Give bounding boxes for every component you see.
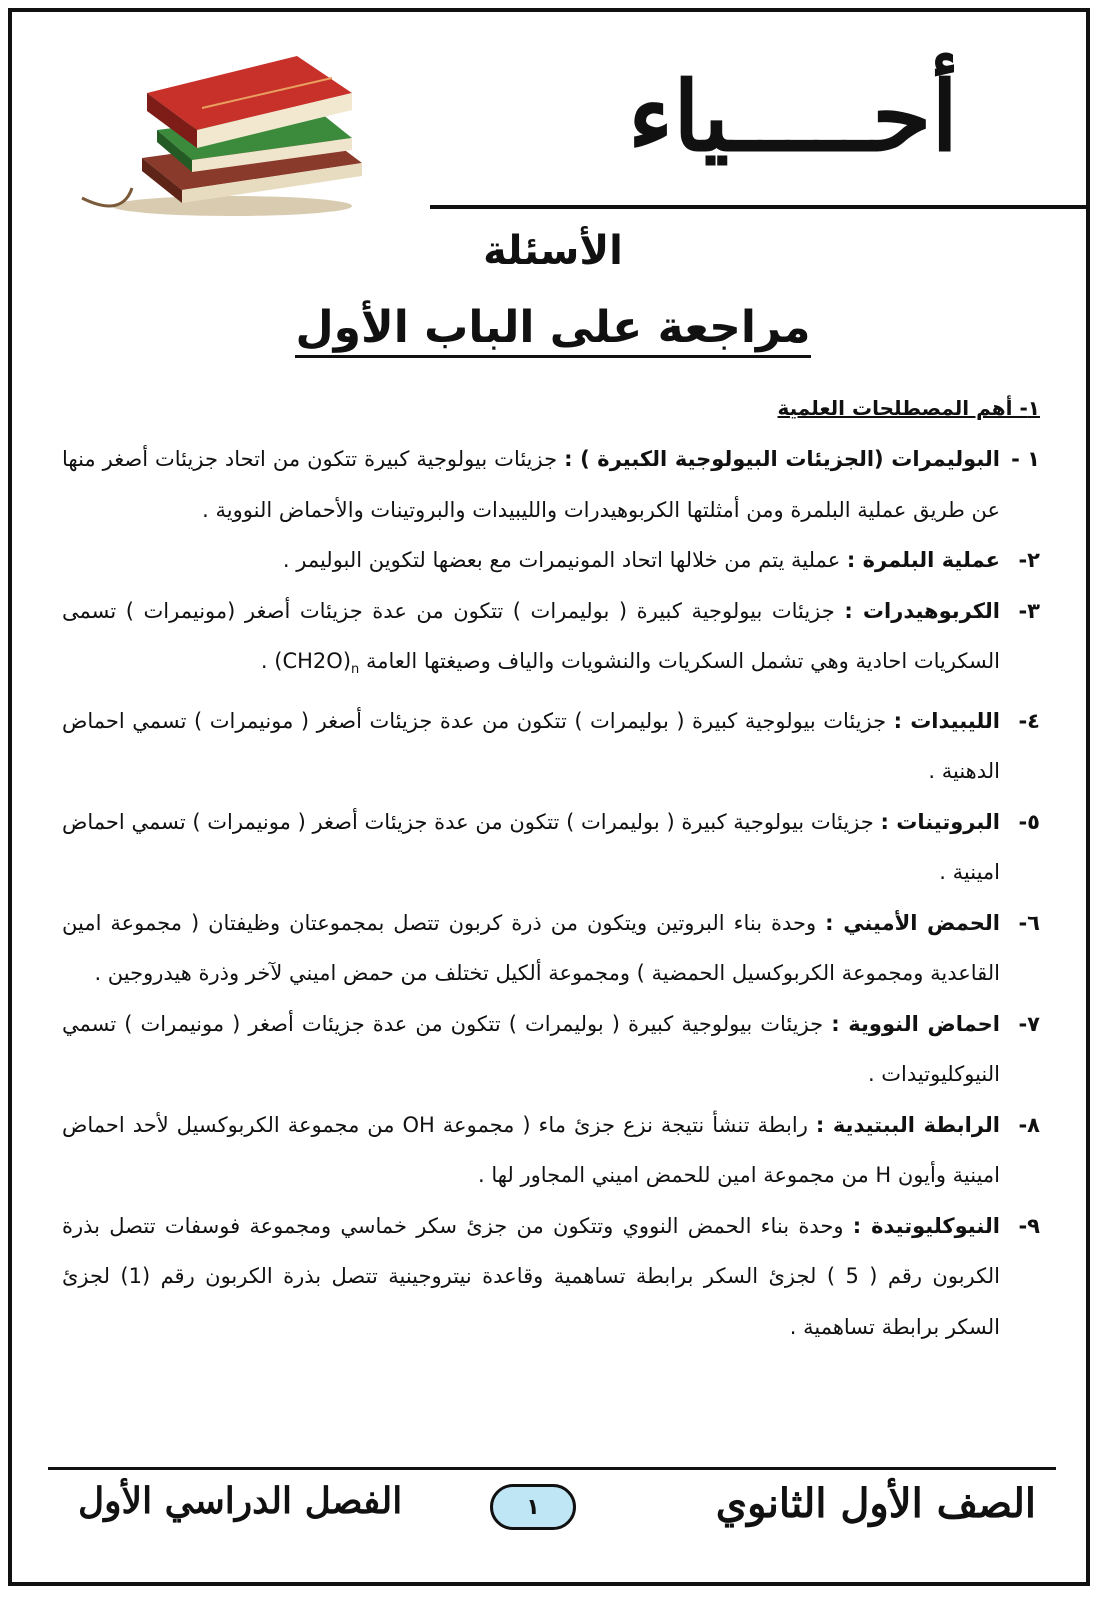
list-item: ٧- احماض النووية : جزيئات بيولوجية كبيرة ( بوليمرات ) تتكون من عدة جزيئات أصغر ( مونيمرات ) تسمي النيوكليوتيدات .: [62, 1011, 1040, 1087]
list-item: ٢- عملية البلمرة : عملية يتم من خلالها اتحاد المونيمرات مع بعضها لتكوين البوليمر .: [282, 548, 1040, 572]
list-item: ٨- الرابطة الببتيدية : رابطة تنشأ نتيجة نزع جزئ ماء ( مجموعة OH من مجموعة الكربوكسيل لأحد احماض امينية وأيون H من مجموعة امين للحمض اميني المجاور لها .: [62, 1112, 1040, 1188]
list-heading: ١- أهم المصطلحات العلمية: [777, 396, 1040, 420]
footer-grade: الصف الأول الثانوي: [715, 1480, 1036, 1527]
list-item: ١ - البوليمرات (الجزيئات البيولوجية الكبيرة ) : جزيئات بيولوجية كبيرة تتكون من اتحاد جزيئات أصغر منها عن طريق عملية البلمرة ومن أمثلتها الكربوهيدرات والليبيدات والبروتينات والأحماض النووية .: [62, 447, 1040, 522]
terms-section: [62, 396, 1040, 1352]
formula: $(CH2O)_n$: [274, 649, 360, 678]
page-number: ١: [490, 1484, 576, 1530]
subject-title: أحـــــياء: [628, 60, 958, 173]
list-item: ٤- الليبيدات : جزيئات بيولوجية كبيرة ( بوليمرات ) تتكون من عدة جزيئات أصغر ( مونيمرات ) تسمي احماض الدهنية .: [62, 708, 1040, 784]
list-item: ٦- الحمض الأميني : وحدة بناء البروتين ويتكون من ذرة كربون تتصل بمجموعتان وظيفتان ( مجموعة امين القاعدية ومجموعة الكربوكسيل الحمضية ) ومجموعة ألكيل تختلف من حمض اميني لآخر وذرة هيدروجين .: [62, 910, 1040, 986]
section-title: الأسئلة: [483, 228, 623, 274]
list-item: ٩- النيوكليوتيدة : وحدة بناء الحمض النووي وتتكون من جزئ سكر خماسي ومجموعة فوسفات تتصل بذرة الكربون رقم ( 5 ) لجزئ السكر برابطة تساهمية وقاعدة نيتروجينية تتصل بذرة الكربون رقم (1) لجزئ السكر برابطة تساهمية .: [62, 1213, 1040, 1339]
title-divider: [430, 205, 1086, 209]
list-item: ٣- الكربوهيدرات : جزيئات بيولوجية كبيرة ( بوليمرات ) تتكون من عدة جزيئات أصغر (مونيمرات ) تسمى السكريات احادية وهي تشمل السكريات والنشويات والياف وصيغتها العامة $(CH2O)_n$ .: [62, 598, 1040, 678]
chapter-title: مراجعة على الباب الأول: [0, 302, 1106, 353]
list-item: ٥- البروتينات : جزيئات بيولوجية كبيرة ( بوليمرات ) تتكون من عدة جزيئات أصغر ( مونيمرات ) تسمي احماض امينية .: [62, 809, 1040, 885]
footer-term: الفصل الدراسي الأول: [78, 1480, 403, 1522]
footer-divider: [48, 1467, 1056, 1470]
books-illustration: [62, 38, 372, 228]
